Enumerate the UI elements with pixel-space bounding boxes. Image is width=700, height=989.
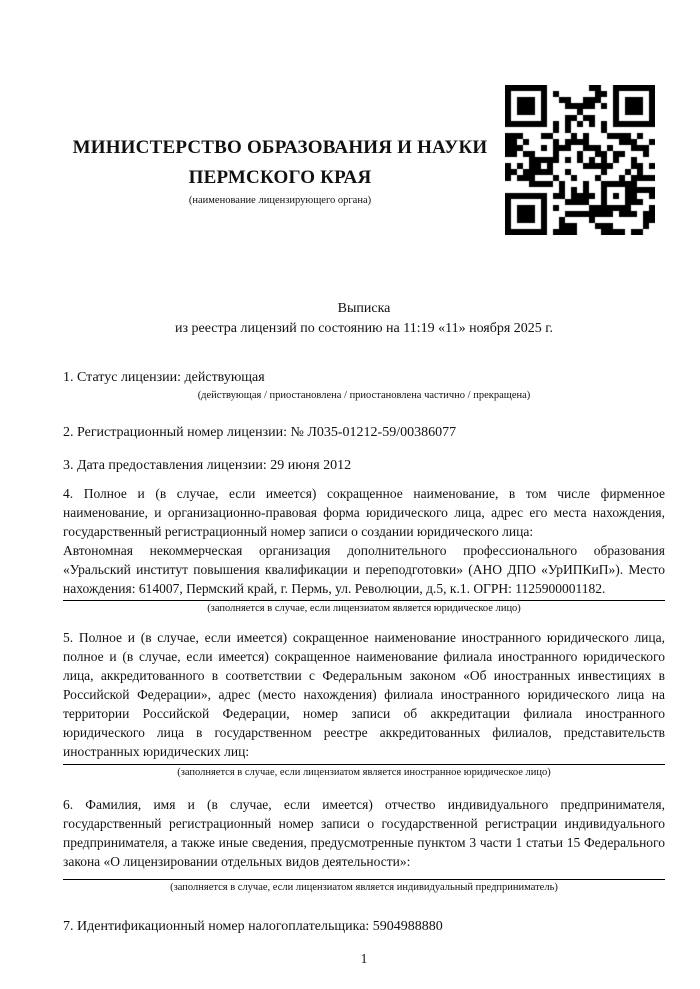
page-number: 1: [360, 951, 368, 966]
item6-fill-line: [63, 879, 665, 880]
item2-registration-number: 2. Регистрационный номер лицензии: № Л035-01212-59/00386077: [63, 425, 457, 440]
item6-fill-caption: (заполняется в случае, если лицензиатом является индивидуальный предприниматель): [170, 882, 558, 893]
qr-code: [505, 85, 655, 235]
document-title-line1: Выписка: [337, 301, 391, 316]
letterhead: [63, 133, 497, 208]
item5-foreign-entity-clause: 5. Полное и (в случае, если имеется) сокращенное наименование иностранного юридического лица, полное и (в случае, если имеется) сокращенное наименование филиала иностранного юридического лица, аккредитованного в соответствии с Федеральным законом «Об иностранных инвестициях в Российской Федерации», адрес (место нахождения) филиала иностранного юридического лица на территории Российской Федерации, номер записи об аккредитации филиала иностранного юридического лица в государственном реестре аккредитованных филиалов, представительств иностранных юридических лиц:: [63, 630, 665, 759]
item4-fill-line: [63, 600, 665, 601]
item4-fill-caption: (заполняется в случае, если лицензиатом является юридическое лицо): [207, 603, 521, 614]
item1-license-status: 1. Статус лицензии: действующая: [63, 370, 265, 385]
item4-legal-entity-value: Автономная некоммерческая организация дополнительного профессионального образования «Уральский институт повышения квалификации и переподготовки» (АНО ДПО «УрИПКиП»). Место нахождения: 614007, Пермский край, г. Пермь, ул. Революции, д.5, к.1. ОГРН: 1125900001182.: [63, 543, 665, 596]
ministry-name-line1: МИНИСТЕРСТВО ОБРАЗОВАНИЯ И НАУКИ: [72, 137, 488, 158]
qr-code-image: [505, 85, 655, 235]
licensing-authority-caption: (наименование лицензирующего органа): [188, 195, 372, 206]
document-title-line2: из реестра лицензий по состоянию на 11:19 «11» ноября 2025 г.: [175, 321, 553, 336]
item5-fill-line: [63, 764, 665, 765]
item3-grant-date: 3. Дата предоставления лицензии: 29 июня 2012: [63, 458, 352, 473]
ministry-name-line2: ПЕРМСКОГО КРАЯ: [188, 167, 372, 188]
document-title: [63, 299, 665, 339]
item7-taxpayer-number: 7. Идентификационный номер налогоплательщика: 5904988880: [63, 919, 443, 934]
item1-status-options-note: (действующая / приостановлена / приостановлена частично / прекращена): [197, 390, 531, 401]
item4-legal-entity-clause: 4. Полное и (в случае, если имеется) сокращенное наименование, в том числе фирменное наименование, и организационно-правовая форма юридического лица, адрес его места нахождения, государственный регистрационный номер записи о создании юридического лица:: [63, 486, 665, 539]
item5-fill-caption: (заполняется в случае, если лицензиатом является иностранное юридическое лицо): [177, 767, 551, 778]
item6-entrepreneur-clause: 6. Фамилия, имя и (в случае, если имеется) отчество индивидуального предпринимателя, государственный регистрационный номер записи о государственной регистрации индивидуального предпринимателя, а также иные сведения, предусмотренные пунктом 3 части 1 статьи 15 Федерального закона «О лицензировании отдельных видов деятельности»:: [63, 797, 665, 869]
